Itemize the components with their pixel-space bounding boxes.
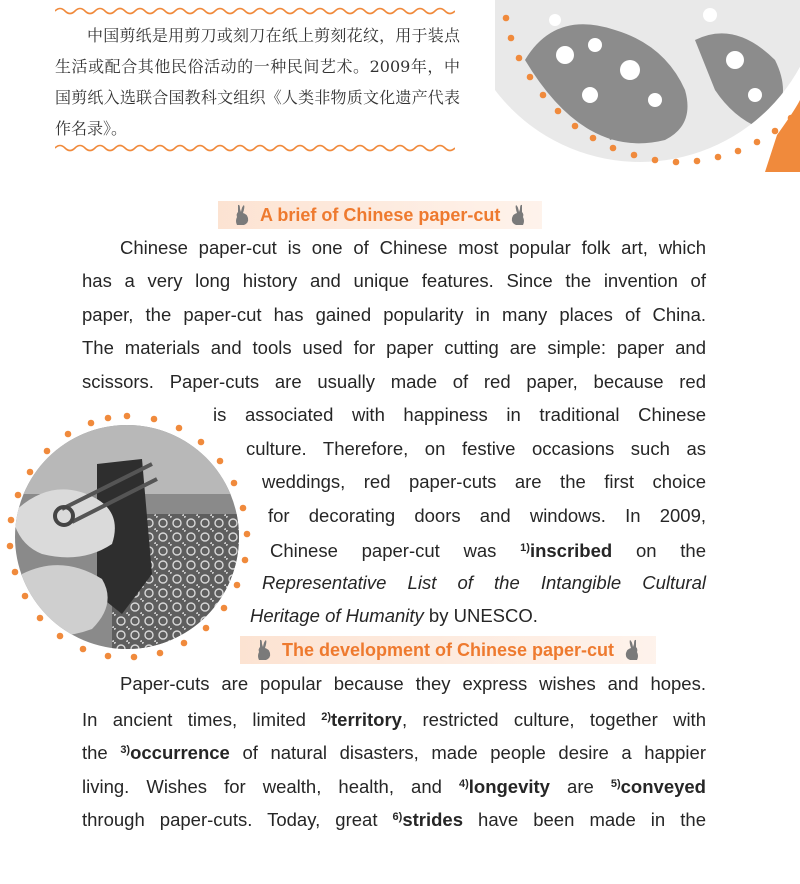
p1-line-1: Chinese paper-cut is one of Chinese most popular folk art, which (120, 237, 706, 258)
wavy-divider-top (55, 6, 455, 16)
p1-line-7: culture. Therefore, on festive occasions such as (246, 438, 706, 459)
section-heading-brief-text: A brief of Chinese paper-cut (260, 204, 501, 225)
footnote-marker: 3) (120, 744, 131, 756)
p2-line-3: the $^{3)}$occurrence of natural disasters, made people desire a happier (82, 742, 706, 763)
key-word: conveyed (620, 776, 706, 797)
key-word: longevity (468, 776, 550, 797)
p1-line-11: Representative List of the Intangible Cultural (262, 572, 706, 593)
key-word: territory (331, 709, 402, 730)
p2-line-4: living. Wishes for wealth, health, and $^{4)}$longevity are $^{5)}$conveyed (82, 776, 706, 797)
p1-line-9: for decorating doors and windows. In 2009, (268, 505, 706, 526)
p1-line-10: Chinese paper-cut was $^{1)}$inscribed on the (270, 540, 706, 561)
footnote-marker: 1) (520, 542, 530, 554)
footnote-marker: 5) (610, 778, 621, 790)
p2-line-5: through paper-cuts. Today, great $^{6)}$strides have been made in the (82, 809, 706, 830)
rabbit-icon (232, 203, 254, 227)
paper-cutting-photo (2, 404, 258, 666)
footnote-marker: 2) (321, 711, 332, 723)
p1-line-3: paper, the paper-cut has gained popularity in many places of China. (82, 304, 706, 325)
section-heading-development (240, 636, 656, 664)
key-word: inscribed (529, 540, 613, 561)
rabbit-icon (254, 638, 276, 662)
rabbit-icon (506, 203, 528, 227)
footnote-marker: 4) (458, 778, 469, 790)
section-heading-development-text: The development of Chinese paper-cut (282, 639, 615, 660)
rabbit-icon (620, 638, 642, 662)
key-word: strides (402, 809, 463, 830)
p1-line-8: weddings, red paper-cuts are the first choice (262, 471, 706, 492)
chinese-intro-paragraph: 中国剪纸是用剪刀或刻刀在纸上剪刻花纹，用于装点生活或配合其他民俗活动的一种民间艺术。2009年，中国剪纸入选联合国教科文组织《人类非物质文化遗产代表作名录》。 (55, 26, 460, 138)
key-word: occurrence (130, 742, 230, 763)
p1-line-5: scissors. Paper-cuts are usually made of red paper, because red (82, 371, 706, 392)
paper-cut-decoration (495, 0, 800, 172)
p1-line-12: Heritage of Humanity by UNESCO. (250, 605, 538, 626)
wavy-divider-bottom (55, 143, 455, 153)
p2-line-2: In ancient times, limited $^{2)}$territory, restricted culture, together with (82, 709, 706, 730)
footnote-marker: 6) (392, 811, 403, 823)
p1-line-2: has a very long history and unique features. Since the invention of (82, 270, 706, 291)
p2-line-1: Paper-cuts are popular because they express wishes and hopes. (120, 673, 706, 694)
p1-line-4: The materials and tools used for paper cutting are simple: paper and (82, 337, 706, 358)
section-heading-brief (218, 201, 542, 229)
p1-line-6: is associated with happiness in traditional Chinese (213, 404, 706, 425)
